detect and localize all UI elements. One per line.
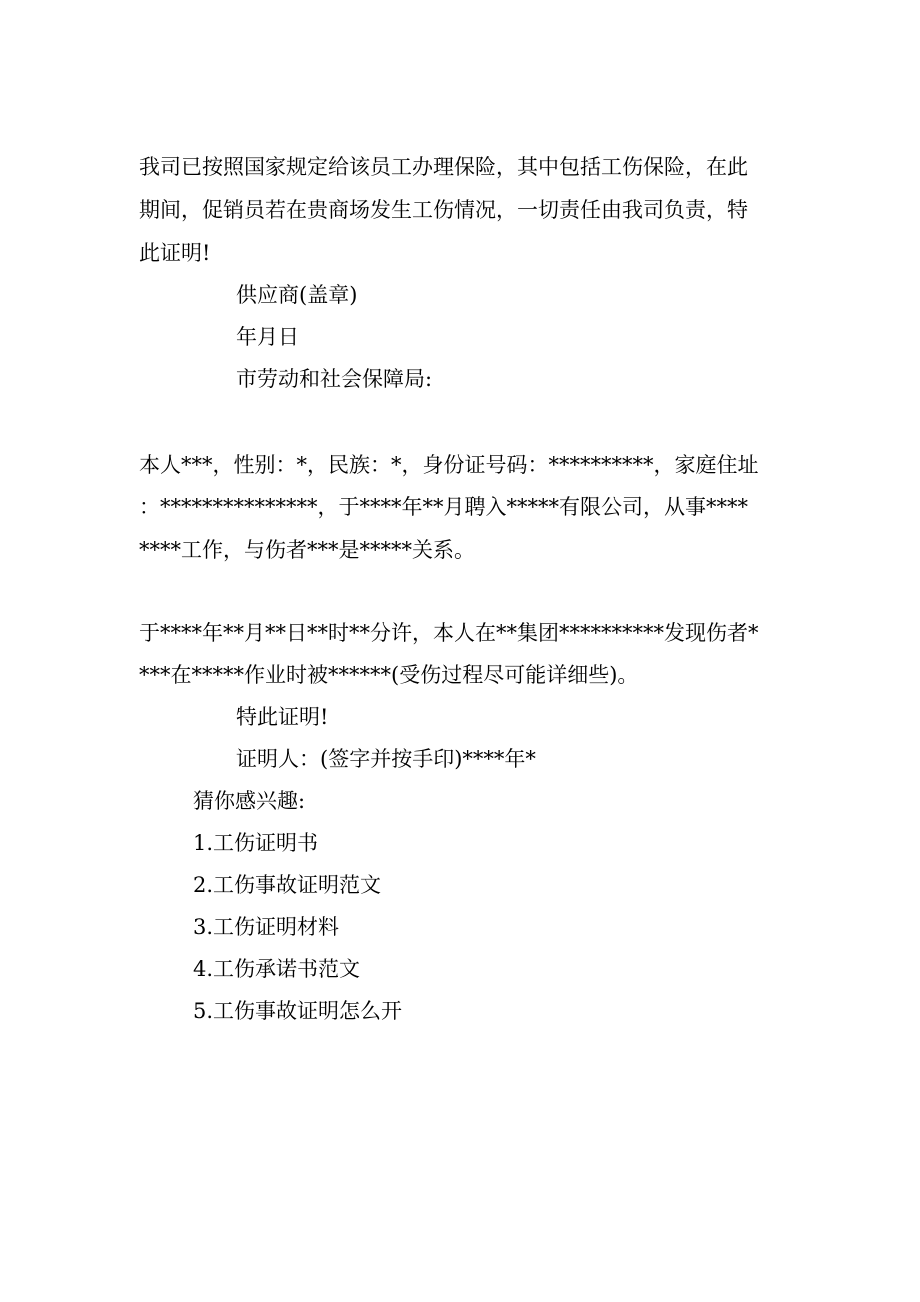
related-link-1[interactable]: 1.工伤证明书 [193, 831, 319, 855]
witness-signature-line: 证明人：(签字并按手印)****年* [236, 747, 536, 771]
supplier-stamp-label: 供应商(盖章) [236, 283, 358, 307]
paragraph-line: 我司已按照国家规定给该员工办理保险，其中包括工伤保险，在此 [139, 155, 748, 179]
related-link-4[interactable]: 4.工伤承诺书范文 [193, 957, 361, 981]
related-link-5[interactable]: 5.工伤事故证明怎么开 [193, 999, 403, 1023]
closing-statement: 特此证明! [236, 705, 329, 729]
paragraph-line: ：***************，于****年**月聘入*****有限公司，从事**** [139, 495, 748, 519]
related-link-3[interactable]: 3.工伤证明材料 [193, 915, 340, 939]
paragraph-line: 于****年**月**日**时**分许，本人在**集团**********发现伤者* [139, 621, 759, 645]
addressee-label: 市劳动和社会保障局: [236, 367, 433, 391]
paragraph-line: ****工作，与伤者***是*****关系。 [139, 538, 475, 562]
paragraph-line: ***在*****作业时被******(受伤过程尽可能详细些)。 [139, 663, 639, 687]
paragraph-line: 期间，促销员若在贵商场发生工伤情况，一切责任由我司负责，特 [139, 198, 748, 222]
paragraph-line: 此证明! [139, 241, 211, 265]
paragraph-line: 本人***，性别：*，民族：*，身份证号码：**********，家庭住址 [139, 453, 759, 477]
date-label: 年月日 [236, 325, 299, 349]
related-link-2[interactable]: 2.工伤事故证明范文 [193, 873, 382, 897]
related-heading: 猜你感兴趣: [193, 789, 306, 813]
